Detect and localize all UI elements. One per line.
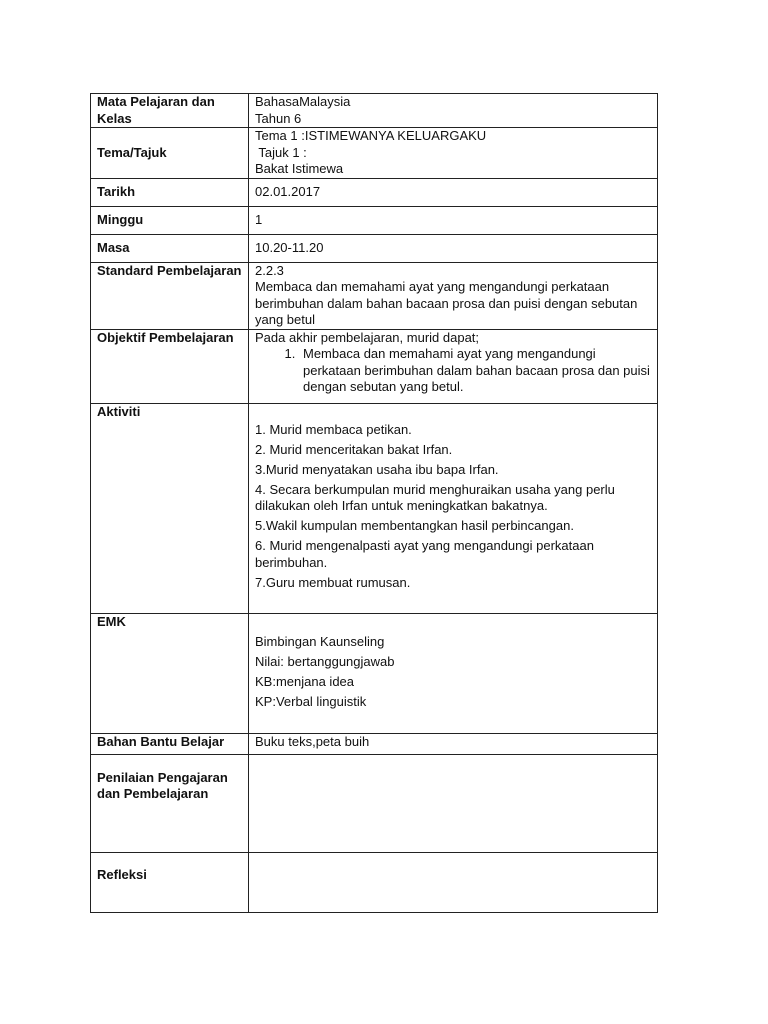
assessment-label-text: Penilaian Pengajaran dan Pembelajaran — [97, 769, 228, 801]
emk-item: Nilai: bertanggungjawab — [255, 653, 395, 669]
activity-list — [255, 404, 651, 592]
topic-name: Tajuk 1 : — [255, 144, 307, 160]
emk-label: EMK — [91, 613, 249, 733]
standard-value — [249, 262, 658, 329]
class-name: Tahun 6 — [255, 110, 302, 126]
lesson-plan-table — [90, 93, 658, 913]
row-date — [91, 178, 658, 206]
week-label: Minggu — [91, 206, 249, 234]
reflection-label-text: Refleksi — [97, 866, 147, 882]
time-label: Masa — [91, 234, 249, 262]
emk-item: KP:Verbal linguistik — [255, 693, 367, 709]
row-time — [91, 234, 658, 262]
time-value: 10.20-11.20 — [249, 234, 658, 262]
row-reflection — [91, 852, 658, 912]
objective-list — [255, 346, 651, 396]
date-label: Tarikh — [91, 178, 249, 206]
emk-value — [249, 613, 658, 733]
emk-item: KB:menjana idea — [255, 673, 355, 689]
subject-label: Mata Pelajaran dan Kelas — [91, 94, 249, 128]
assessment-label — [91, 754, 249, 852]
activity-item: 1. Murid membaca petikan. — [255, 421, 412, 437]
row-activity — [91, 403, 658, 613]
emk-item: Bimbingan Kaunseling — [255, 633, 385, 649]
standard-text: Membaca dan memahami ayat yang mengandungi perkataan berimbuhan dalam bahan bacaan prosa dan puisi dengan sebutan yang betul — [255, 279, 638, 327]
row-assessment — [91, 754, 658, 852]
date-value: 02.01.2017 — [249, 178, 658, 206]
row-standard — [91, 262, 658, 329]
assessment-value — [249, 754, 658, 852]
row-emk — [91, 613, 658, 733]
activity-item: 2. Murid menceritakan bakat Irfan. — [255, 441, 453, 457]
objective-label: Objektif Pembelajaran — [91, 329, 249, 403]
activity-item: 3.Murid menyatakan usaha ibu bapa Irfan. — [255, 461, 499, 477]
activity-item: 5.Wakil kumpulan membentangkan hasil perbincangan. — [255, 518, 574, 533]
row-objective — [91, 329, 658, 403]
subject-value — [249, 94, 658, 128]
standard-label: Standard Pembelajaran — [91, 262, 249, 329]
week-value: 1 — [249, 206, 658, 234]
objective-intro: Pada akhir pembelajaran, murid dapat; — [255, 329, 480, 345]
activity-item: 4. Secara berkumpulan murid menghuraikan usaha yang perlu dilakukan oleh Irfan untuk meningkatkan bakatnya. — [255, 481, 615, 513]
activity-label: Aktiviti — [91, 403, 249, 613]
emk-list — [255, 614, 651, 711]
theme-value — [249, 128, 658, 179]
activity-item: 7.Guru membuat rumusan. — [255, 574, 411, 590]
row-week — [91, 206, 658, 234]
theme-name: Tema 1 :ISTIMEWANYA KELUARGAKU — [255, 128, 487, 143]
row-materials — [91, 733, 658, 754]
reflection-label — [91, 852, 249, 912]
reflection-value — [249, 852, 658, 912]
row-theme — [91, 128, 658, 179]
objective-item: 1. Membaca dan memahami ayat yang mengandungi perkataan berimbuhan dalam bahan bacaan prosa dan puisi dengan sebutan yang betul. — [299, 346, 651, 396]
activity-item: 6. Murid mengenalpasti ayat yang mengandungi perkataan berimbuhan. — [255, 538, 594, 570]
materials-label: Bahan Bantu Belajar — [91, 733, 249, 754]
standard-code: 2.2.3 — [255, 262, 284, 278]
objective-value — [249, 329, 658, 403]
materials-value: Buku teks,peta buih — [249, 733, 658, 754]
activity-value — [249, 403, 658, 613]
topic-title: Bakat Istimewa — [255, 161, 344, 176]
theme-label: Tema/Tajuk — [91, 128, 249, 179]
subject-name: BahasaMalaysia — [255, 94, 351, 109]
row-subject — [91, 94, 658, 128]
